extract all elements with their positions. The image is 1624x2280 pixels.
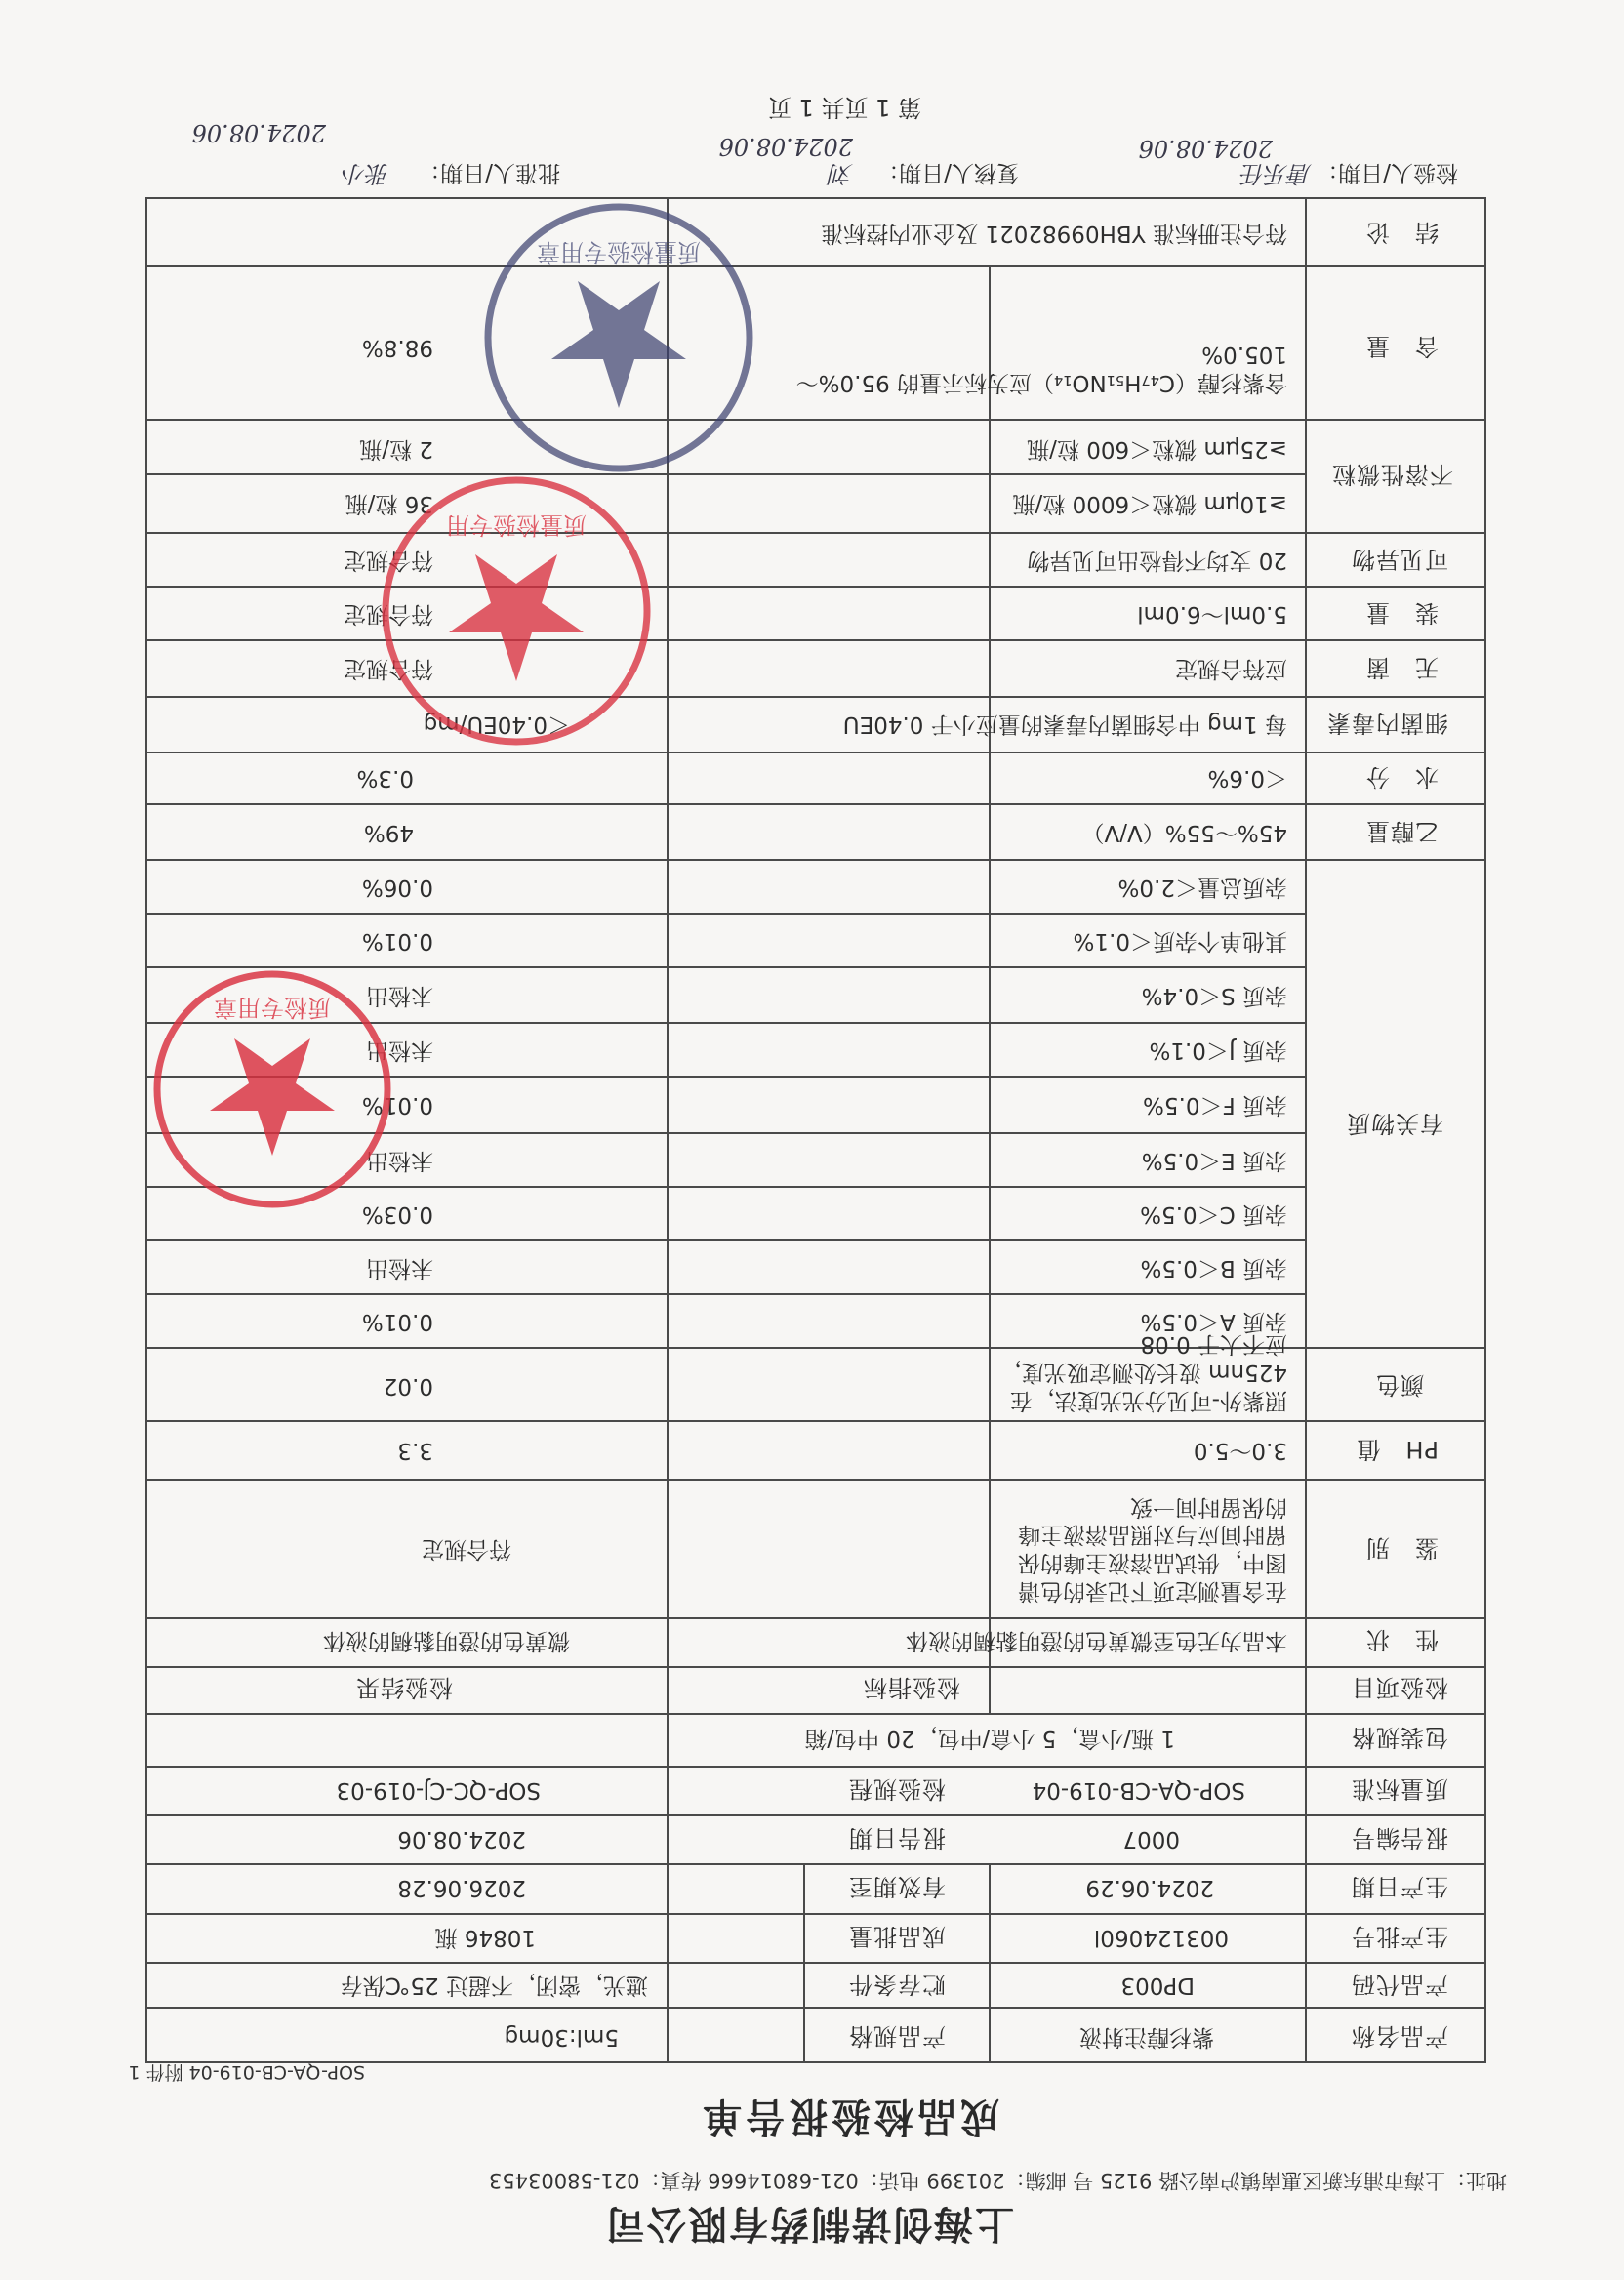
batch-qty-value: 10846 瓶 [434,1925,536,1950]
report-no-value: 0007 [1122,1826,1180,1852]
report-date-label: 报告日期 [848,1824,946,1852]
standard-value: SOP-QA-CB-019-04 [1032,1777,1245,1803]
row-result: 符合规定 [344,601,433,627]
mfg-date-value: 2024.06.29 [1085,1875,1214,1900]
row-item: PH 值 [1356,1436,1439,1463]
impurities-label: 有关物质 [1346,1110,1443,1137]
row-item: 鉴 别 [1365,1534,1439,1562]
expiry-value: 2026.06.28 [397,1875,526,1900]
impurity-spec: 杂质 F＜0.5% [1143,1092,1287,1118]
impurity-spec: 杂质总量＜2.0% [1117,875,1287,900]
particles-label: 不溶性微粒 [1331,461,1453,488]
impurity-spec: 杂质 C＜0.5% [1140,1201,1287,1227]
content-result: 98.8% [361,335,433,360]
impurity-spec: 杂质 E＜0.5% [1141,1148,1287,1173]
particle-result: 2 粒/瓶 [359,436,433,462]
impurity-result: 0.01% [361,1309,433,1334]
conclusion-text: 符合注册标准 YBH09982021 及企业内控标准 [821,221,1287,246]
seal-caption: 质量检验专用 [446,511,587,539]
impurity-result: 0.03% [361,1201,433,1227]
approver-signature: 张小 [343,160,389,187]
approver-label: 批准人/日期： [418,160,560,185]
row-spec: ＜0.6% [1207,765,1287,791]
row-item: 乙醇量 [1365,818,1439,845]
row-result: 49% [363,820,414,845]
standard-label: 质量标准 [1351,1775,1448,1803]
spec-label: 产品规格 [848,2022,946,2050]
row-spec: 3.0～5.0 [1193,1438,1287,1463]
row-spec: 20 支均不得检出可见异物 [1027,548,1287,573]
report-title: 成品检验报告单 [699,2094,999,2138]
reviewer-date: 2024.08.06 [718,133,853,160]
row-spec: 应符合规定 [1175,656,1287,681]
impurity-result: 0.06% [361,875,433,900]
reviewer-signature: 刘 [830,160,853,187]
impurity-result: 未检出 [366,1038,433,1063]
row-result: ＜0.40EU/mg [423,712,570,737]
seal-caption: 质量检验专用章 [537,238,701,265]
row-item: 水 分 [1365,763,1439,791]
packing-value: 1 瓶/小盒，5 小盒/中包，20 中包/箱 [804,1726,1175,1751]
product-code-label: 产品代码 [1351,1971,1448,1998]
row-item: 性 状 [1365,1626,1439,1653]
row-item: 细菌内毒素 [1326,710,1448,737]
storage-value: 遮光，密闭，不超过 25℃保存 [340,1973,648,1998]
content-label: 含 量 [1365,333,1439,360]
impurity-spec: 其他单个杂质＜0.1% [1073,928,1287,954]
row-item: 颜色 [1375,1371,1424,1399]
product-name-value: 紫杉醇注射液 [1079,2024,1214,2050]
mfg-date-label: 生产日期 [1351,1873,1448,1900]
content-spec: 含紫杉醇（C₄₇H₅₁NO₁₄）应为标示量的 95.0%～105.0% [795,342,1287,395]
impurity-spec: 杂质 A＜0.5% [1140,1309,1287,1334]
form-number: SOP-QA-CB-019-04 附件 1 [128,2061,365,2083]
row-spec: 每 1mg 中含细菌内毒素的量应小于 0.40EU [842,712,1287,737]
quality-seal-blue [472,191,765,484]
spec-value: 5ml:30mg [504,2024,619,2050]
inspector-date: 2024.08.06 [1138,135,1273,162]
seal-caption: 质检专用章 [214,994,331,1021]
product-code-value: DP003 [1120,1973,1195,1998]
col-header-item: 检验项目 [1351,1674,1448,1701]
row-result: 3.3 [397,1438,433,1463]
page-number: 第 1 页共 1 页 [767,94,921,121]
impurity-spec: 杂质 B＜0.5% [1140,1255,1287,1281]
batch-qty-label: 成品批量 [848,1923,946,1950]
report-date-value: 2024.08.06 [397,1826,526,1852]
report-no-label: 报告编号 [1351,1824,1448,1852]
company-name: 上海创诺制药有限公司 [604,2201,1014,2246]
packing-label: 包装规格 [1351,1724,1448,1751]
procedure-label: 检验规程 [848,1775,946,1803]
row-spec: 45%～55%（V/V） [1081,820,1287,845]
batch-value: 003124060l [1093,1925,1229,1950]
company-address: 地址：上海市浦东新区惠南镇沪南公路 9125 号 邮编：201399 电话：021-68014666 传真：021-58003453 [488,2169,1507,2192]
row-spec: 在含量测定项下记录的色谱图中，供试品溶液主峰的保留时间应与对照品溶液主峰的保留时间一致 [1018,1493,1287,1604]
lab-seal-red [370,465,663,757]
storage-label: 贮存条件 [848,1971,946,1998]
impurity-spec: 杂质 S＜0.4% [1141,983,1287,1008]
particle-result: 36 粒/瓶 [345,491,433,516]
impurity-result: 0.01% [361,1092,433,1118]
row-result: 微黄色的澄明黏稠的液体 [323,1628,570,1653]
impurity-result: 未检出 [366,1148,433,1173]
expiry-label: 有效期至 [848,1873,946,1900]
inspector-signature: 唐乐任 [1241,160,1312,187]
impurity-result: 未检出 [366,1255,433,1281]
row-result: 0.02 [383,1373,433,1399]
procedure-value: SOP-QC-CJ-019-03 [336,1777,541,1803]
row-item: 无 菌 [1365,654,1439,681]
col-header-spec: 检验指标 [863,1674,960,1701]
row-spec: 本品为无色至微黄色的澄明黏稠的液体 [906,1628,1287,1653]
reviewer-label: 复核人/日期： [876,160,1019,185]
particle-spec: ≥10μm 微粒＜6000 粒/瓶 [1012,491,1287,516]
row-result: 符合规定 [422,1536,511,1562]
qc-seal-red [145,962,399,1216]
approver-date: 2024.08.06 [191,119,326,146]
particle-spec: ≥25μm 微粒＜600 粒/瓶 [1027,436,1287,462]
row-spec: 5.0ml～6.0ml [1137,601,1287,627]
col-header-result: 检验结果 [355,1674,453,1701]
impurity-result: 未检出 [366,983,433,1008]
conclusion-label: 结 论 [1365,219,1439,246]
impurity-result: 0.01% [361,928,433,954]
row-result: 符合规定 [344,656,433,681]
row-item: 可见异物 [1351,546,1448,573]
inspector-label: 检验人/日期： [1316,160,1458,185]
row-item: 装 量 [1365,599,1439,627]
product-name-label: 产品名称 [1351,2022,1448,2050]
batch-label: 生产批号 [1351,1923,1448,1950]
impurity-spec: 杂质 J＜0.1% [1149,1038,1287,1063]
row-result: 0.3% [356,765,414,791]
row-result: 符合规定 [344,548,433,573]
row-spec: 照紫外-可见分光光度法，在 425nm 波长处测定吸光度，应不大于 0.08 [998,1331,1287,1413]
